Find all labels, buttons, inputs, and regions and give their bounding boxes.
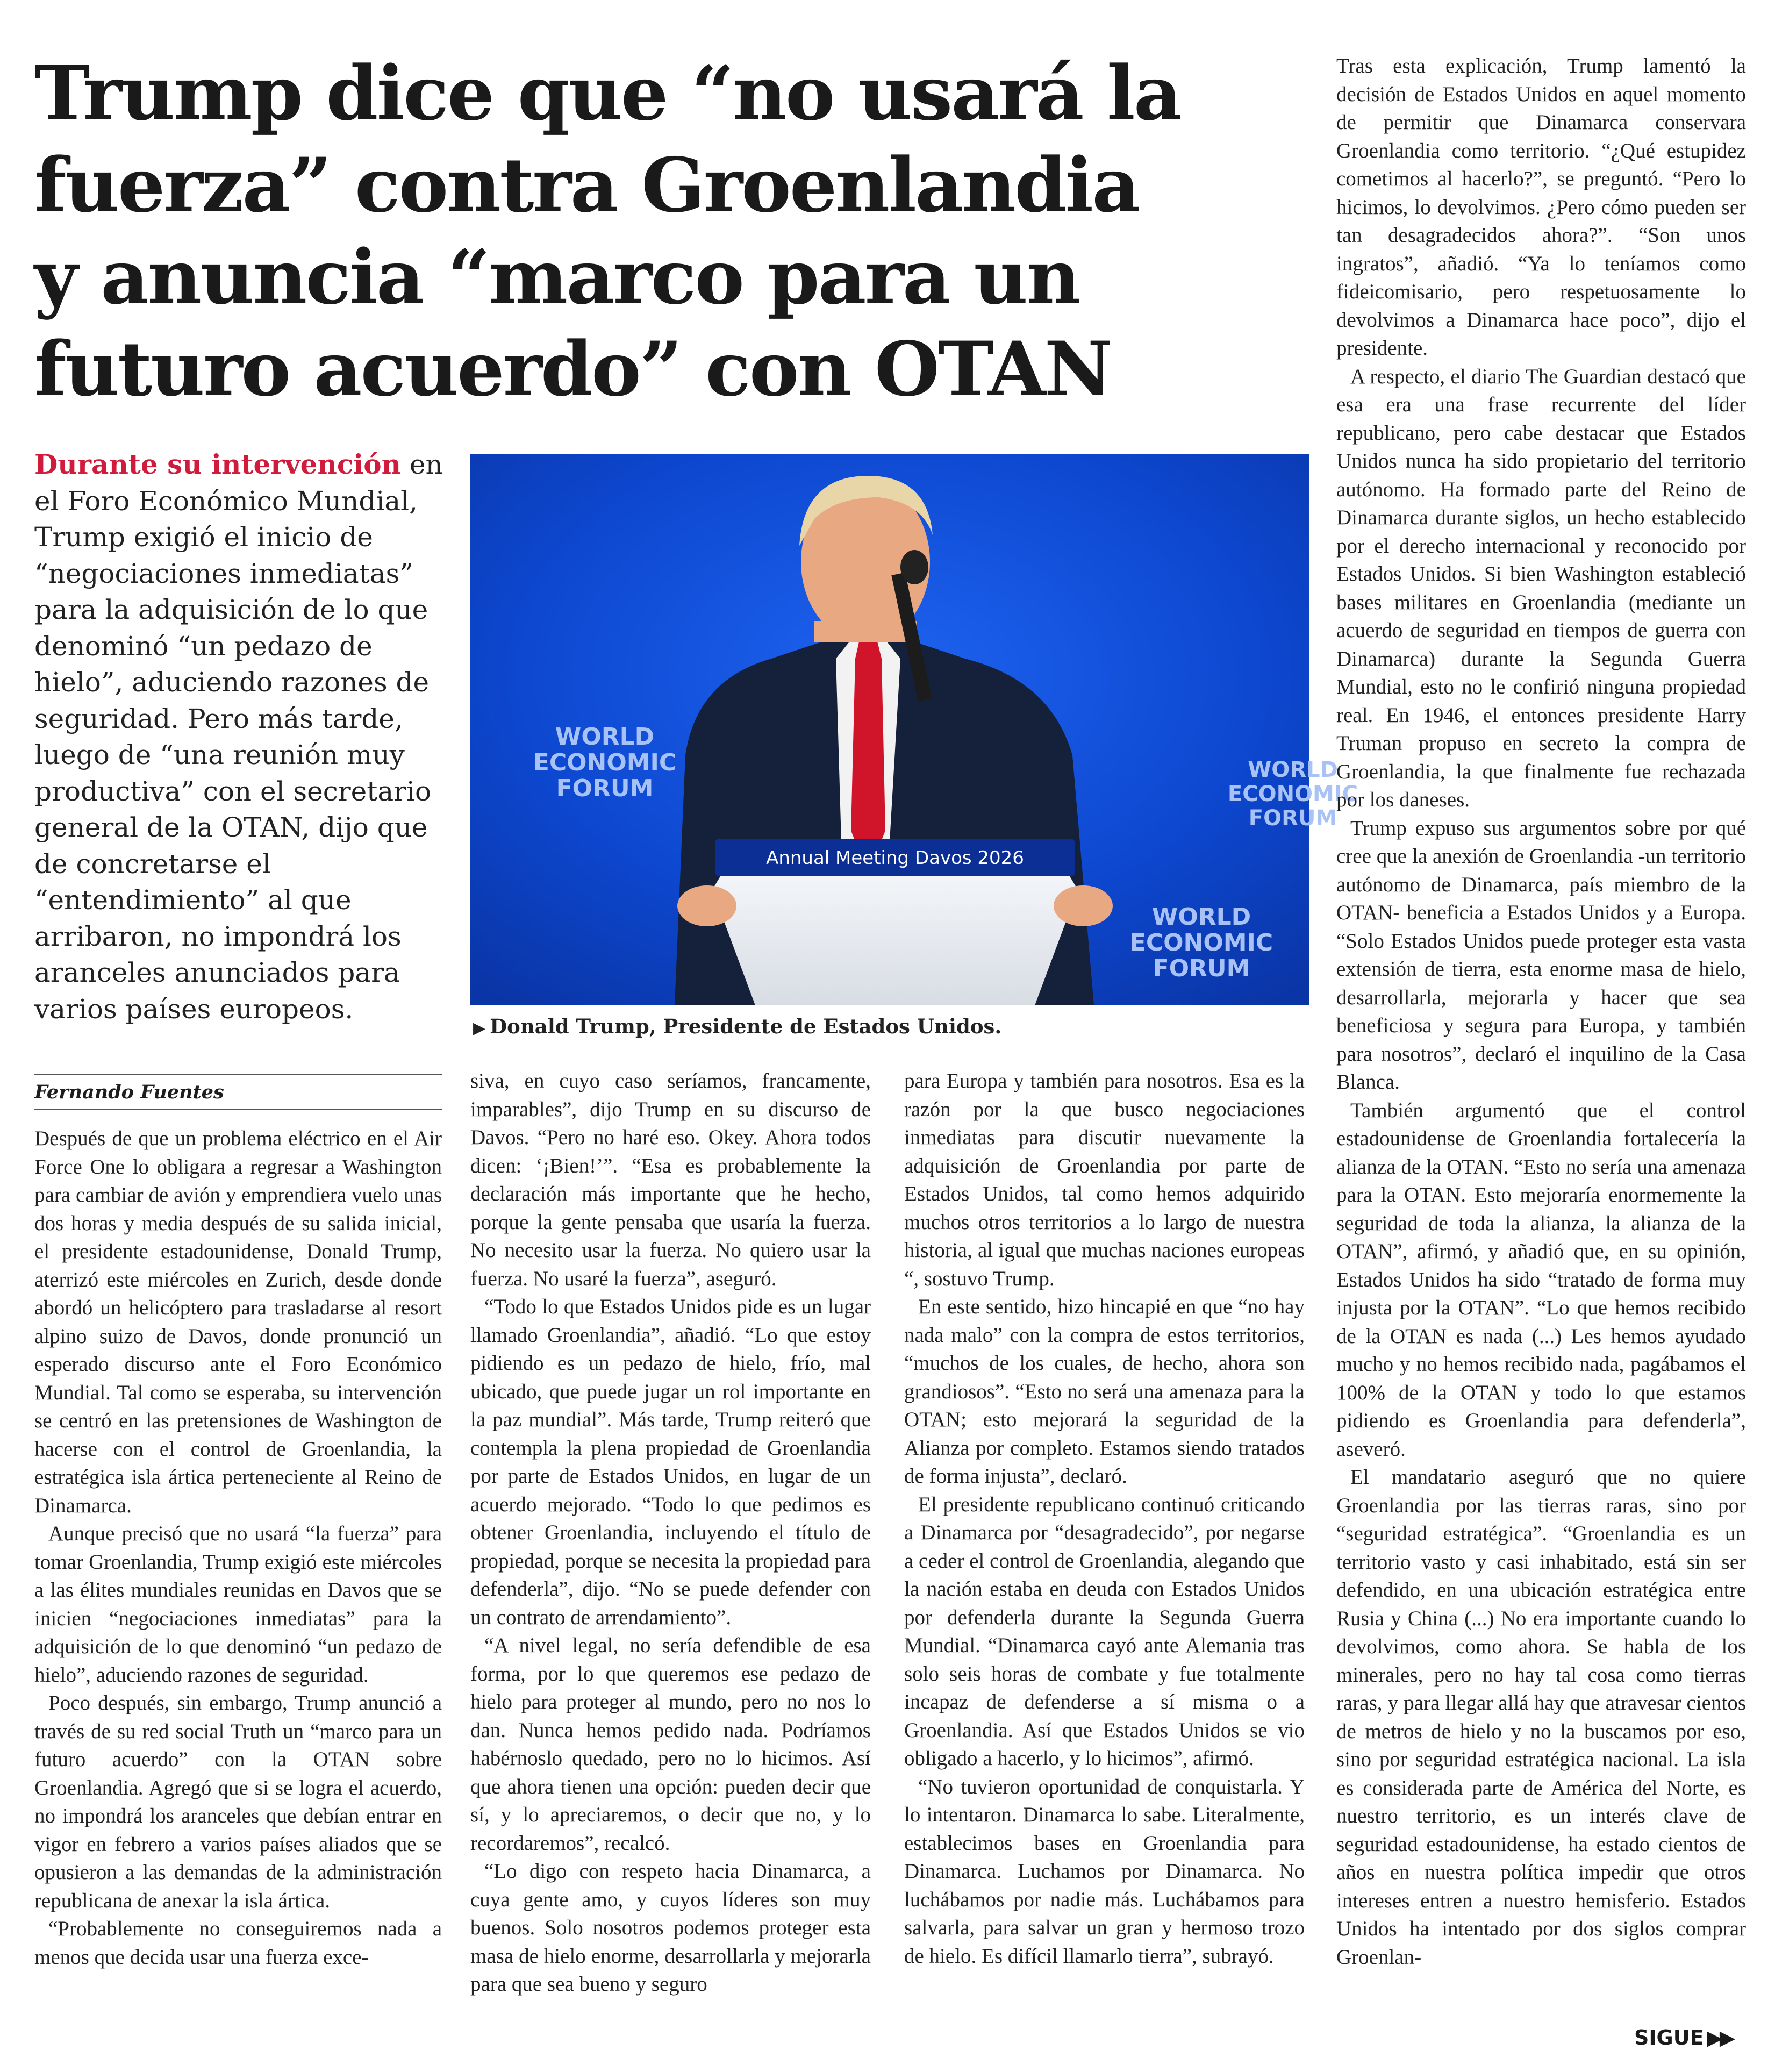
- article-column-3: [904, 1067, 1305, 2054]
- paragraph: El presidente republicano continuó criticando a Dinamarca por “desagradecido”, por negarse a ceder el control de Groenlandia, alegando que la nación estaba en deuda con Estados Unidos por defenderla durante la Segunda Guerra Mundial. “Dinamarca cayó ante Alemania tras solo seis horas de combate y fue totalmente incapaz de defenderse a sí misma o a Groenlandia. Así que Estados Unidos se vio obligado a hacerlo, y lo hicimos”, afirmó.: [904, 1492, 1305, 1770]
- wef-logo-text: ECONOMIC: [1227, 782, 1358, 806]
- paragraph: “Lo digo con respeto hacia Dinamarca, a cuya gente amo, y cuyos líderes son muy buenos. Solo nosotros podemos proteger esta masa de hielo enorme, desarrollarla y mejorarla para que sea bueno y seguro: [470, 1860, 871, 1996]
- article-photo: [470, 454, 1358, 1005]
- headline-line: futuro acuerdo” con OTAN: [34, 325, 1111, 413]
- paragraph: “A nivel legal, no sería defendible de esa forma, por lo que queremos ese pedazo de hielo para proteger al mundo, pero no nos lo dan. Nunca hemos pedido nada. Podríamos habérnoslo quedado, pero no lo hicimos. Así que ahora tienen una opción: pueden decir que sí, y lo apreciaremos, o decir que no, y lo recordaremos”, recalcó.: [470, 1634, 871, 1855]
- paragraph: Tras esta explicación, Trump lamentó la decisión de Estados Unidos en aquel momento de permitir que Dinamarca conservara Groenlandia como territorio. “¿Qué estupidez cometimos al hacerlo?”, se preguntó. “Pero lo hicimos, lo devolvimos. ¿Pero cómo pueden ser tan desagradecidos ahora?”. “Son unos ingratos”, añadió. “Ya lo teníamos como fideicomisario, pero respetuosamente lo devolvimos a Dinamarca hace poco”, dijo el presidente.: [1336, 54, 1746, 360]
- photo-illustration: [470, 454, 1358, 1005]
- photo-caption: [473, 1013, 1306, 1041]
- paragraph: Trump expuso sus argumentos sobre por qué cree que la anexión de Groenlandia -un territorio autónomo de Dinamarca, país miembro de la OTAN- beneficia a Estados Unidos y a Europa. “Solo Estados Unidos puede proteger esta vasta extensión de tierra, esta enorme masa de hielo, desarrollarla, mejorarla y hacer que sea beneficiosa y segura para Europa, y también para nosotros”, declaró el inquilino de la Casa Blanca.: [1336, 816, 1746, 1094]
- article-column-1: [34, 1125, 442, 2055]
- wef-logo-text: FORUM: [1248, 806, 1337, 831]
- caption-arrow-icon: ▶: [473, 1019, 486, 1038]
- headline-line: Trump dice que “no usará la: [34, 49, 1180, 137]
- paragraph: El mandatario aseguró que no quiere Groenlandia por las tierras raras, sino por “seguridad estratégica”. “Groenlandia es un territorio vasto y casi inhabitado, está sin ser defendido, en una ubicación estratégica entre Rusia y China (...) No era importante cuando lo devolvimos, como ahora. Se habla de los minerales, pero no hay tal cosa como tierras raras, y para llegar allá hay que atravesar cientos de metros de hielo y no la buscamos por eso, sino por seguridad estratégica nacional. La isla es considerada parte de América del Norte, es nuestro territorio, es un interés clave de seguridad estadounidense, ha estado cientos de años en nuestra política impedir que otros intereses entren a nuestro hemisferio. Estados Unidos ha intentado por dos siglos comprar Groenlan-: [1336, 1466, 1746, 1969]
- paragraph: En este sentido, hizo hincapié en que “no hay nada malo” con la compra de estos territorios, “muchos de los cuales, de hecho, ahora son grandiosos”. “Esto no será una amenaza para la OTAN; esto mejorará la seguridad de la Alianza por completo. Estamos siendo tratados de forma injusta”, declaró.: [904, 1295, 1305, 1488]
- wef-logo-text: FORUM: [556, 775, 654, 802]
- lead-kicker: Durante su intervención: [34, 448, 401, 480]
- headline-line: y anuncia “marco para un: [34, 233, 1079, 321]
- article-column-4: [1336, 52, 1746, 2055]
- headline: [34, 47, 1287, 415]
- wef-logo-text: ECONOMIC: [1129, 929, 1273, 956]
- paragraph: A respecto, el diario The Guardian destacó que esa era una frase recurrente del líder republicano, pero cabe destacar que Estados Unidos nunca ha sido propietario del territorio autónomo. Ha formado parte del Reino de Dinamarca durante siglos, un hecho establecido por el derecho internacional y reconocido por Estados Unidos. Si bien Washington estableció bases militares en Groenlandia (mediante un acuerdo de seguridad en tiempos de guerra con Dinamarca) durante la Segunda Guerra Mundial, esto no le confirió ninguna propiedad real. En 1946, el entonces presidente Harry Truman propuso en secreto la compra de Groenlandia, la que finalmente fue rechazada por los daneses.: [1336, 365, 1746, 811]
- paragraph: siva, en cuyo caso seríamos, francamente, imparables”, dijo Trump en su discurso de Davos. “Pero no haré eso. Okey. Ahora todos dicen: ‘¡Bien!’”. “Esa es probablemente la declaración más importante que he hecho, porque la gente pensaba que usaría la fuerza. No necesito usar la fuerza. No quiero usar la fuerza. No usaré la fuerza”, aseguró.: [470, 1069, 871, 1290]
- paragraph: “Probablemente no conseguiremos nada a menos que decida usar una fuerza exce-: [34, 1917, 442, 1969]
- paragraph: Después de que un problema eléctrico en el Air Force One lo obligara a regresar a Washington para cambiar de avión y emprendiera vuelo unas dos horas y media después de su salida inicial, el presidente estadounidense, Donald Trump, aterrizó este miércoles en Zurich, desde donde abordó un helicóptero para trasladarse al resort alpino suizo de Davos, donde pronunció un esperado discurso ante el Foro Económico Mundial. Tal como se esperaba, su intervención se centró en las pretensiones de Washington de hacerse con el control de Groenlandia, la estratégica isla ártica perteneciente al Reino de Dinamarca.: [34, 1127, 442, 1517]
- wef-logo-text: ECONOMIC: [533, 749, 677, 776]
- double-arrow-icon: ▶▶: [1707, 2026, 1732, 2049]
- lead-paragraph: [34, 446, 443, 1027]
- paragraph: “Todo lo que Estados Unidos pide es un lugar llamado Groenlandia”, añadió. “Lo que estoy pidiendo es un pedazo de hielo, frío, mal ubicado, que puede jugar un rol importante en la paz mundial”. Más tarde, Trump reiteró que contempla la plena propiedad de Groenlandia por parte de Estados Unidos, en lugar de un acuerdo mejorado. “Todo lo que pedimos es obtener Groenlandia, incluyendo el título de propiedad, porque se necesita la propiedad para defenderla”, dijo. “No se puede defender con un contrato de arrendamiento”.: [470, 1295, 871, 1629]
- paragraph: “No tuvieron oportunidad de conquistarla. Y lo intentaron. Dinamarca lo sabe. Literalmente, establecimos bases en Groenlandia para Dinamarca. Luchamos por Dinamarca. No luchábamos por nadie más. Luchábamos para salvarla, para salvar un gran y hermoso trozo de hielo. Es difícil llamarlo tierra”, subrayó.: [904, 1775, 1305, 1968]
- wef-logo-text: FORUM: [1153, 955, 1250, 982]
- continue-label: SIGUE: [1634, 2026, 1704, 2049]
- article-column-2: [470, 1067, 871, 2054]
- caption-text: Donald Trump, Presidente de Estados Unidos.: [490, 1014, 1002, 1038]
- paragraph: para Europa y también para nosotros. Esa es la razón por la que busco negociaciones inmediatas para discutir nuevamente la adquisición de Groenlandia por parte de Estados Unidos, tal como hemos adquirido muchos otros territorios a lo largo de nuestra historia, al igual que muchas naciones europeas “, sostuvo Trump.: [904, 1069, 1305, 1290]
- continue-marker: [1634, 2024, 1747, 2051]
- headline-line: fuerza” contra Groenlandia: [34, 141, 1139, 229]
- paragraph: También argumentó que el control estadounidense de Groenlandia fortalecería la alianza de la OTAN. “Esto no sería una amenaza para la OTAN. Esto mejoraría enormemente la seguridad de toda la alianza, la alianza de la OTAN”, afirmó, y añadió que, en su opinión, Estados Unidos ha sido “tratado de forma muy injusta por la OTAN”. “Lo que hemos recibido de la OTAN es nada (...) Les hemos ayudado mucho y no hemos recibido nada, pagábamos el 100% de la OTAN y todo lo que estamos pidiendo es Groenlandia para defenderla”, aseveró.: [1336, 1098, 1746, 1461]
- paragraph: Poco después, sin embargo, Trump anunció a través de su red social Truth un “marco para un futuro acuerdo” con la OTAN sobre Groenlandia. Agregó que si se logra el acuerdo, no impondrá los aranceles que debían entrar en vigor en febrero a varios países aliados que se opusieron a las demandas de la administración republicana de anexar la isla ártica.: [34, 1691, 442, 1912]
- byline-rule-top: [34, 1074, 442, 1075]
- lead-text: en el Foro Económico Mundial, Trump exigió el inicio de “negociaciones inmediatas” para la adquisición de lo que denominó “un pedazo de hielo”, aduciendo razones de seguridad. Pero más tarde, luego de “una reunión muy productiva” con el secretario general de la OTAN, dijo que de concretarse el “entendimiento” al que arribaron, no impondrá los aranceles anunciados para varios países europeos.: [34, 449, 443, 1025]
- byline-rule-bottom: [34, 1109, 442, 1110]
- byline: Fernando Fuentes: [34, 1081, 224, 1103]
- paragraph: Aunque precisó que no usará “la fuerza” para tomar Groenlandia, Trump exigió este miércoles a las élites mundiales reunidas en Davos que se inicien “negociaciones inmediatas” para la adquisición de lo que denominó “un pedazo de hielo”, aduciendo razones de seguridad.: [34, 1522, 442, 1687]
- wef-logo-text: WORLD: [1248, 758, 1338, 782]
- podium-banner-text: Annual Meeting Davos 2026: [766, 847, 1024, 869]
- wef-logo-text: WORLD: [555, 723, 655, 751]
- wef-logo-text: WORLD: [1151, 903, 1251, 931]
